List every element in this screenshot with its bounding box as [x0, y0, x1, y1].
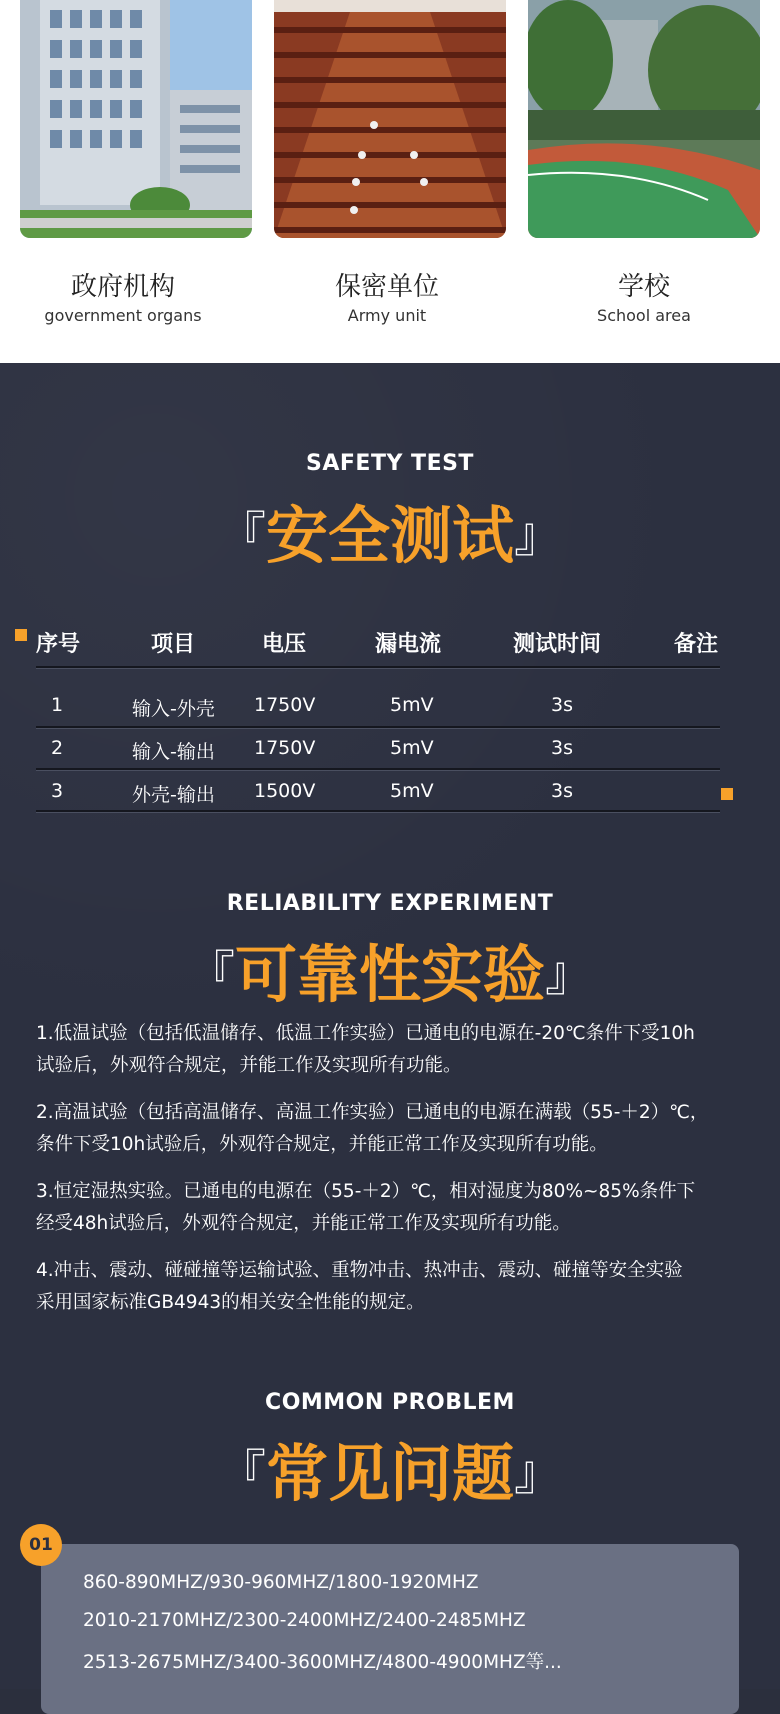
auditorium-photo [274, 0, 506, 238]
table-cell: 2 [51, 737, 64, 759]
faq-zh-title: 『常见问题』 [217, 1437, 563, 1510]
application-subtitle: Army unit [347, 306, 427, 325]
safety-test-en-title: SAFETY TEST [306, 451, 474, 476]
application-title: 学校 [617, 272, 670, 302]
table-header-cell: 漏电流 [375, 632, 442, 657]
table-cell: 输入-外壳 [132, 698, 215, 720]
reliability-paragraph [36, 1018, 746, 1082]
table-cell: 1500V [254, 780, 316, 802]
reliability-zh-title: 『可靠性实验』 [186, 938, 594, 1011]
reliability-paragraph [36, 1097, 746, 1161]
table-cell: 输入-输出 [132, 741, 215, 763]
reliability-paragraph [36, 1255, 746, 1319]
application-title: 政府机构 [70, 272, 175, 302]
safety-test-zh-title: 『安全测试』 [217, 499, 563, 572]
table-cell: 外壳-输出 [132, 784, 215, 806]
paragraph-line: 3.恒定湿热实验。已通电的电源在（55-＋2）℃，相对湿度为80%~85%条件下 [36, 1181, 696, 1202]
application-subtitle: government organs [44, 306, 202, 325]
faq-answer-line: 860-890MHZ/930-960MHZ/1800-1920MHZ [83, 1572, 479, 1593]
reliability-paragraph [36, 1176, 746, 1240]
faq-answer-line: 2010-2170MHZ/2300-2400MHZ/2400-2485MHZ [83, 1610, 526, 1631]
faq-answer-line: 2513-2675MHZ/3400-3600MHZ/4800-4900MHZ等... [83, 1652, 562, 1673]
table-header-cell: 电压 [262, 632, 307, 657]
office-building-photo [20, 0, 252, 238]
reliability-en-title: RELIABILITY EXPERIMENT [226, 891, 554, 916]
table-header-cell: 项目 [151, 632, 196, 657]
paragraph-line: 1.低温试验（包括低温储存、低温工作实验）已通电的电源在-20℃条件下受10h [36, 1023, 695, 1044]
application-subtitle: School area [597, 306, 691, 325]
faq-number-badge: 01 [20, 1524, 62, 1566]
paragraph-line: 经受48h试验后，外观符合规定，并能正常工作及实现所有功能。 [36, 1213, 571, 1234]
paragraph-line: 4.冲击、震动、碰碰撞等运输试验、重物冲击、热冲击、震动、碰撞等安全实验 [36, 1260, 683, 1281]
table-header-cell: 测试时间 [513, 632, 602, 657]
table-cell: 5mV [390, 694, 434, 716]
table-cell: 5mV [390, 780, 434, 802]
table-cell: 3s [551, 694, 573, 716]
paragraph-line: 条件下受10h试验后，外观符合规定，并能正常工作及实现所有功能。 [36, 1134, 608, 1155]
table-divider [36, 810, 720, 813]
decorative-square [15, 629, 27, 641]
table-cell: 5mV [390, 737, 434, 759]
decorative-square [721, 788, 733, 800]
table-header-cell: 序号 [36, 632, 81, 657]
table-cell: 3s [551, 737, 573, 759]
running-track-photo [528, 0, 760, 238]
paragraph-line: 试验后，外观符合规定，并能工作及实现所有功能。 [36, 1055, 462, 1076]
table-divider [36, 666, 720, 669]
table-cell: 1750V [254, 694, 316, 716]
table-cell: 3 [51, 780, 64, 802]
table-cell: 1 [51, 694, 64, 716]
application-title: 保密单位 [334, 272, 439, 302]
paragraph-line: 2.高温试验（包括高温储存、高温工作实验）已通电的电源在满载（55-＋2）℃， [36, 1102, 709, 1123]
paragraph-line: 采用国家标准GB4943的相关安全性能的规定。 [36, 1292, 425, 1313]
table-cell: 1750V [254, 737, 316, 759]
table-header-cell: 备注 [674, 632, 719, 657]
table-divider [36, 726, 720, 729]
faq-en-title: COMMON PROBLEM [265, 1390, 515, 1415]
table-cell: 3s [551, 780, 573, 802]
application-section [0, 0, 780, 363]
table-divider [36, 768, 720, 771]
